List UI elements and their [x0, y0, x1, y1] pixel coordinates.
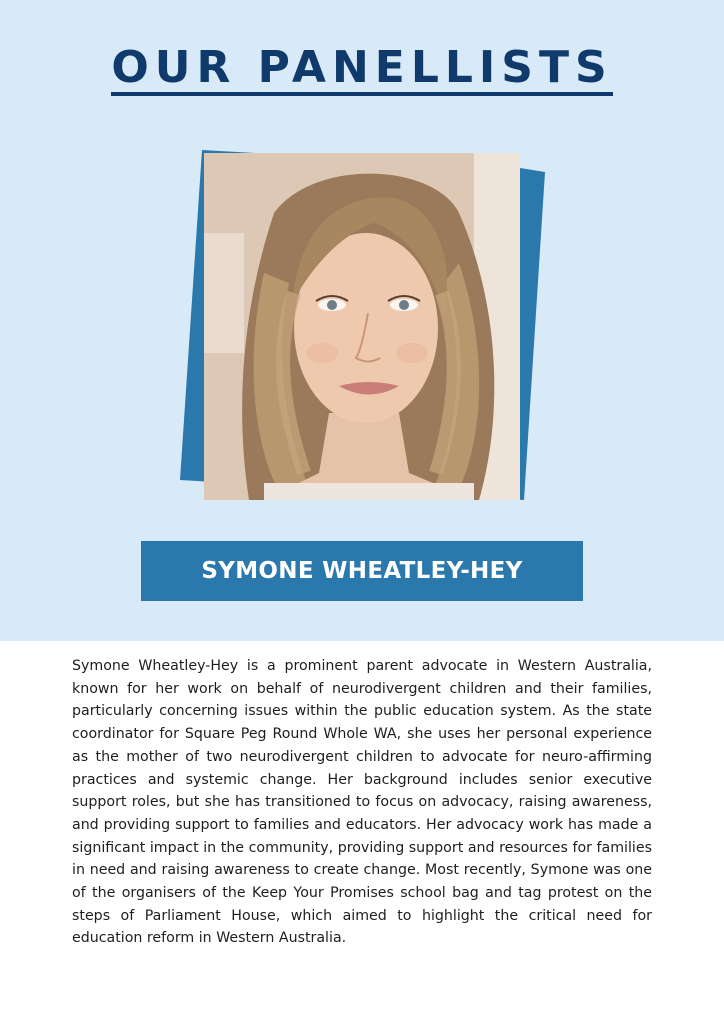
- panellist-bio: Symone Wheatley-Hey is a prominent parent advocate in Western Australia, known for her work on behalf of neurodivergent children and their families, particularly concerning issues within the public education system. As the state coordinator for Square Peg Round Whole WA, she uses her personal experience as the mother of two neurodivergent children to advocate for neuro-affirming practices and systemic change. Her background includes senior executive support roles, but she has transitioned to focus on advocacy, raising awareness, and providing support to families and educators. Her advocacy work has made a significant impact in the community, providing support and resources for families in need and raising awareness to create change. Most recently, Symone was one of the organisers of the Keep Your Promises school bag and tag protest on the steps of Parliament House, which aimed to highlight the critical need for education reform in Western Australia.: [72, 658, 652, 947]
- page-title-text: OUR PANELLISTS: [111, 44, 612, 96]
- portrait-illustration: [204, 153, 520, 500]
- page-title: [0, 44, 724, 96]
- portrait-photo: [204, 153, 520, 500]
- panellist-name-banner: [141, 541, 583, 601]
- panellist-name: SYMONE WHEATLEY-HEY: [201, 558, 523, 584]
- photo-frame: [180, 150, 545, 502]
